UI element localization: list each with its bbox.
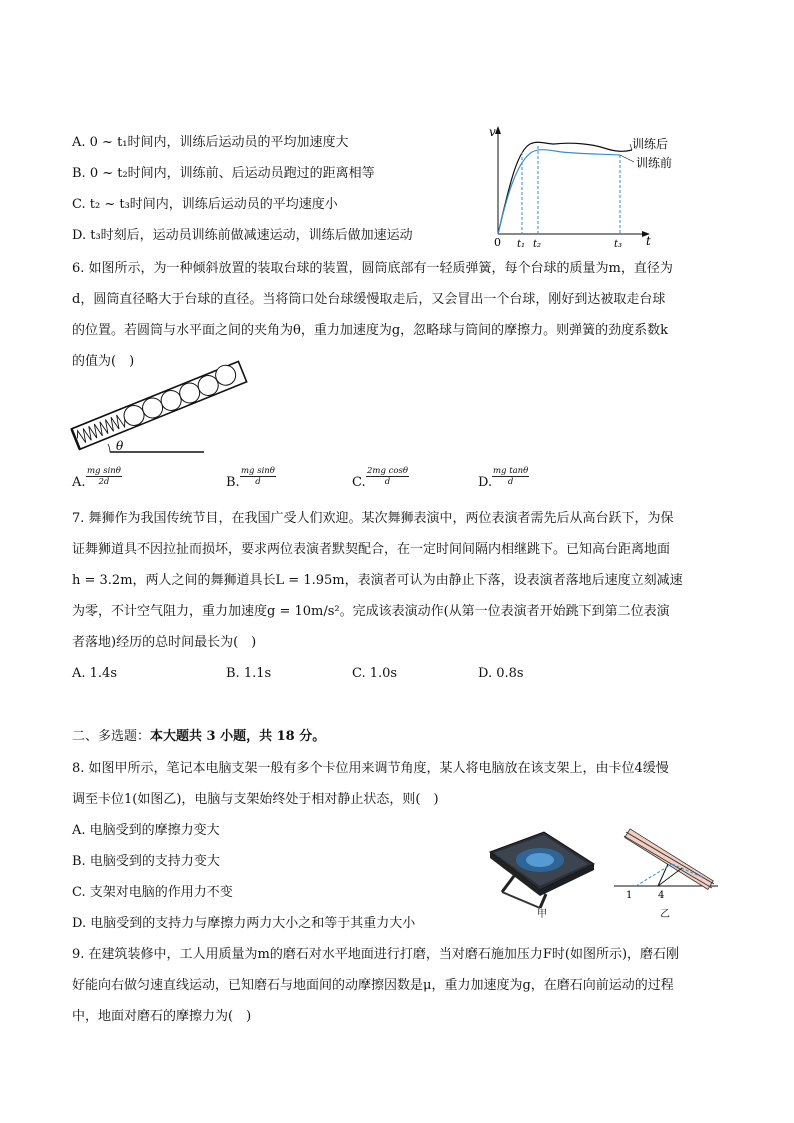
q8-option-b: B. 电脑受到的支持力变大 — [72, 854, 220, 869]
graph-t3-label: t₃ — [614, 239, 623, 250]
section-2-heading — [72, 728, 325, 746]
figure-jia-caption: 甲 — [537, 909, 547, 920]
q6-option-d-numerator: mg tanθ — [493, 466, 529, 476]
graph-legend-after: 训练后 — [632, 137, 669, 151]
q5-option-b: B. 0 ~ t₂时间内，训练前、后运动员跑过的距离相等 — [72, 166, 375, 181]
graph-t-axis-label: t — [646, 234, 651, 248]
q6-option-d-label: D. — [478, 475, 493, 490]
q7-line-3: h = 3.2m，两人之间的舞狮道具长L = 1.95m，表演者可认为由静止下落，设表演者落地后速度立刻减速 — [72, 573, 683, 588]
angle-theta-label: θ — [116, 439, 124, 453]
q7-line-2: 证舞狮道具不因拉扯而损坏，要求两位表演者默契配合，在一定时间间隔内相继跳下。已知高台距离地面 — [72, 542, 671, 557]
position-1-label: 1 — [626, 890, 633, 901]
q6-line-3: 的位置。若圆筒与水平面之间的夹角为θ，重力加速度为g，忽略球与筒间的摩擦力。则弹簧的劲度系数k — [72, 323, 669, 338]
q6-option-b-label: B. — [226, 475, 240, 490]
q6-line-2: d，圆筒直径略大于台球的直径。当将筒口处台球缓慢取走后，又会冒出一个台球，刚好到达被取走台球 — [72, 292, 666, 307]
q7-line-1: 7. 舞狮作为我国传统节目，在我国广受人们欢迎。某次舞狮表演中，两位表演者需先后从高台跃下，为保 — [72, 511, 674, 526]
q6-option-a-denominator: 2d — [98, 477, 110, 487]
q6-option-a-fraction — [86, 466, 122, 487]
q7-option-c: C. 1.0s — [352, 666, 398, 681]
q6-line-1: 6. 如图所示，为一种倾斜放置的装取台球的装置，圆筒底部有一轻质弹簧，每个台球的质量为m，直径为 — [72, 261, 673, 276]
velocity-time-graph — [482, 122, 682, 252]
q6-option-c-numerator: 2mg cosθ — [367, 466, 408, 476]
q8-option-a: A. 电脑受到的摩擦力变大 — [72, 823, 220, 838]
q5-option-a: A. 0 ~ t₁时间内，训练后运动员的平均加速度大 — [72, 135, 349, 150]
q6-option-d-fraction — [492, 466, 529, 487]
q6-option-c-label: C. — [352, 475, 366, 490]
q9-line-3: 中，地面对磨石的摩擦力为( ) — [72, 1009, 252, 1024]
q6-option-a-label: A. — [72, 475, 86, 490]
graph-t2-label: t₂ — [533, 239, 542, 250]
q6-option-d-denominator: d — [507, 477, 514, 487]
q9-line-2: 好能向右做匀速直线运动，已知磨石与地面间的动摩擦因数是μ，重力加速度为g，在磨石向前运动的过程 — [72, 978, 674, 993]
graph-legend-before: 训练前 — [636, 156, 673, 170]
q9-line-1: 9. 在建筑装修中，工人用质量为m的磨石对水平地面进行打磨，当对磨石施加压力F时(如图所示)，磨石刚 — [72, 947, 680, 962]
q7-line-5: 者落地)经历的总时间最长为( ) — [72, 635, 257, 650]
q5-option-d: D. t₃时刻后，运动员训练前做减速运动，训练后做加速运动 — [72, 228, 413, 243]
laptop-stand-photo — [484, 826, 599, 911]
graph-v-axis-label: v — [489, 125, 496, 139]
q7-line-4: 为零，不计空气阻力，重力加速度g = 10m/s²。完成该表演动作(从第一位表演者开始跳下到第二位表演 — [72, 604, 670, 619]
figure-yi-caption: 乙 — [660, 909, 670, 920]
q6-option-a-numerator: mg sinθ — [87, 466, 121, 476]
q8-line-2: 调至卡位1(如图乙)，电脑与支架始终处于相对静止状态，则( ) — [72, 792, 439, 807]
q6-option-b-denominator: d — [255, 477, 261, 487]
graph-t1-label: t₁ — [517, 239, 526, 250]
q6-option-c-denominator: d — [384, 477, 391, 487]
graph-origin-label: 0 — [494, 236, 501, 249]
q6-line-4: 的值为( ) — [72, 354, 135, 369]
q8-option-d: D. 电脑受到的支持力与摩擦力两力大小之和等于其重力大小 — [72, 916, 416, 931]
q5-option-c: C. t₂ ~ t₃时间内，训练后运动员的平均速度小 — [72, 197, 338, 212]
section-2-description: 本大题共 3 小题，共 18 分。 — [150, 729, 326, 744]
laptop-stand-schematic — [612, 828, 722, 908]
q6-option-b-fraction — [240, 466, 276, 487]
q7-option-a: A. 1.4s — [72, 666, 117, 681]
q7-option-b: B. 1.1s — [226, 666, 272, 681]
q8-option-c: C. 支架对电脑的作用力不变 — [72, 885, 233, 900]
q6-option-c-fraction — [366, 466, 409, 487]
position-4-label: 4 — [658, 890, 665, 901]
q6-option-b-numerator: mg sinθ — [241, 466, 275, 476]
section-2-prefix: 二、多选题： — [72, 729, 151, 744]
q8-line-1: 8. 如图甲所示，笔记本电脑支架一般有多个卡位用来调节角度，某人将电脑放在该支架上，由卡位4缓慢 — [72, 761, 669, 776]
q7-option-d: D. 0.8s — [478, 666, 524, 681]
inclined-tube-figure — [70, 378, 250, 458]
